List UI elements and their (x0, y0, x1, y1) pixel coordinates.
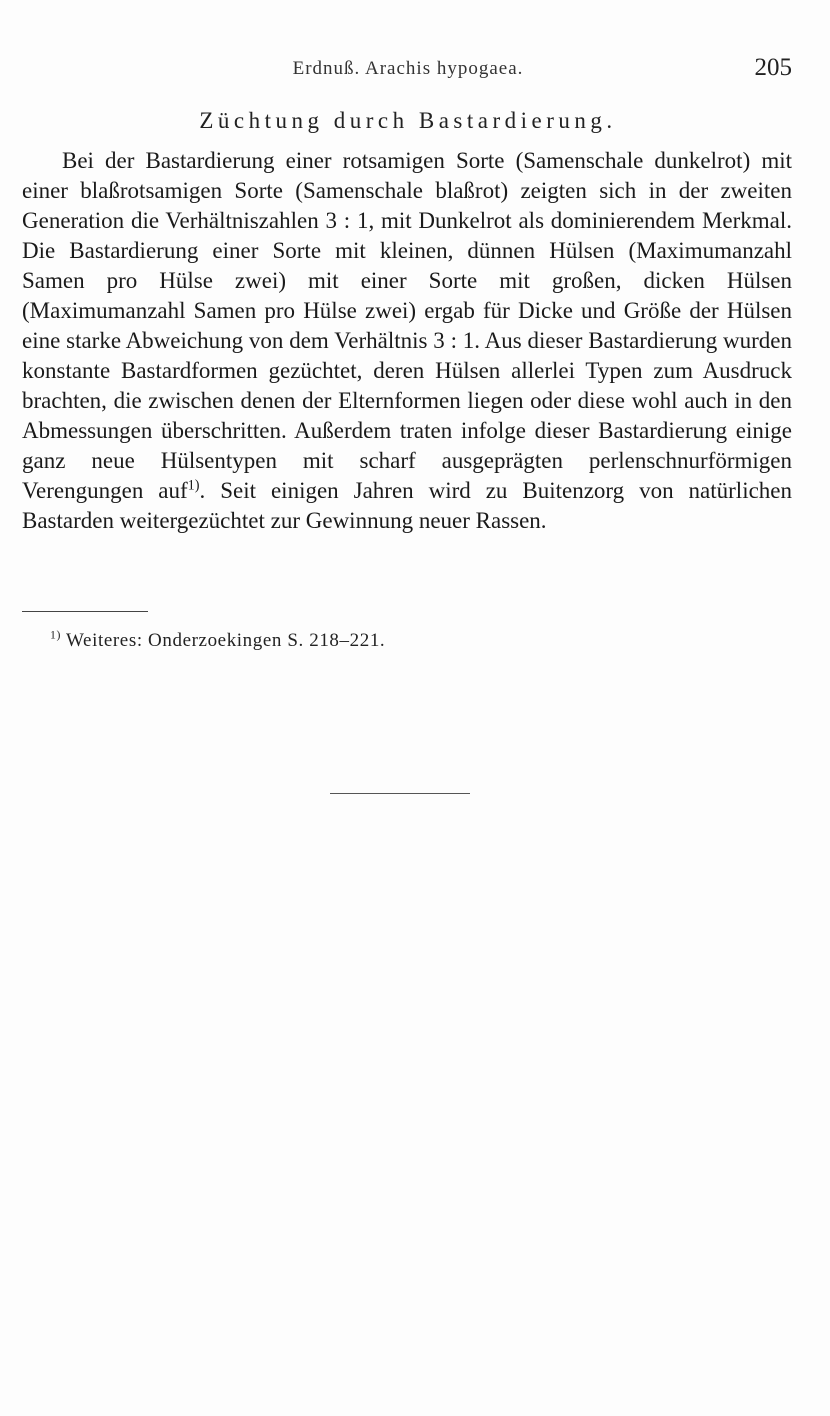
footnote (50, 630, 790, 652)
footnote-marker: 1) (50, 628, 62, 642)
page-number: 205 (754, 54, 792, 81)
footnote-divider (22, 611, 148, 612)
body-paragraph (22, 146, 792, 536)
section-end-divider (330, 793, 470, 794)
running-title: Erdnuß. Arachis hypogaea. (292, 58, 524, 79)
section-heading: Züchtung durch Bastardierung. (199, 108, 617, 133)
paragraph-text: Bei der Bastardierung einer rotsamigen Sorte (Samenschale dunkelrot) mit einer blaßrotsamigen Sorte (Samenschale blaßrot) zeigten sich in der zweiten Generation die Verhältniszahlen 3 : 1, mit Dunkelrot als dominierendem Merkmal. Die Bastardierung einer Sorte mit kleinen, dünnen Hülsen (Maximumanzahl Samen pro Hülse zwei) mit einer Sorte mit großen, dicken Hülsen (Maximumanzahl Samen pro Hülse zwei) ergab für Dicke und Größe der Hülsen eine starke Abweichung von dem Verhältnis 3 : 1. Aus dieser Bastardierung wurden konstante Bastardformen gezüchtet, deren Hülsen allerlei Typen zum Ausdruck brachten, die zwischen denen der Elternformen liegen oder diese wohl auch in den Abmessungen überschritten. Außerdem traten infolge dieser Bastardierung einige ganz neue Hülsentypen mit scharf ausgeprägten perlenschnurförmigen Verengungen auf (22, 148, 792, 503)
paragraph-text-end: . Seit einigen Jahren wird zu Buitenzorg von natürlichen Bastarden weitergezüchtet zur Gewinnung neuer Rassen. (22, 478, 793, 533)
running-header (22, 54, 794, 84)
footnote-reference: 1) (187, 477, 200, 494)
footnote-text: Weiteres: Onderzoekingen S. 218–221. (66, 630, 386, 651)
